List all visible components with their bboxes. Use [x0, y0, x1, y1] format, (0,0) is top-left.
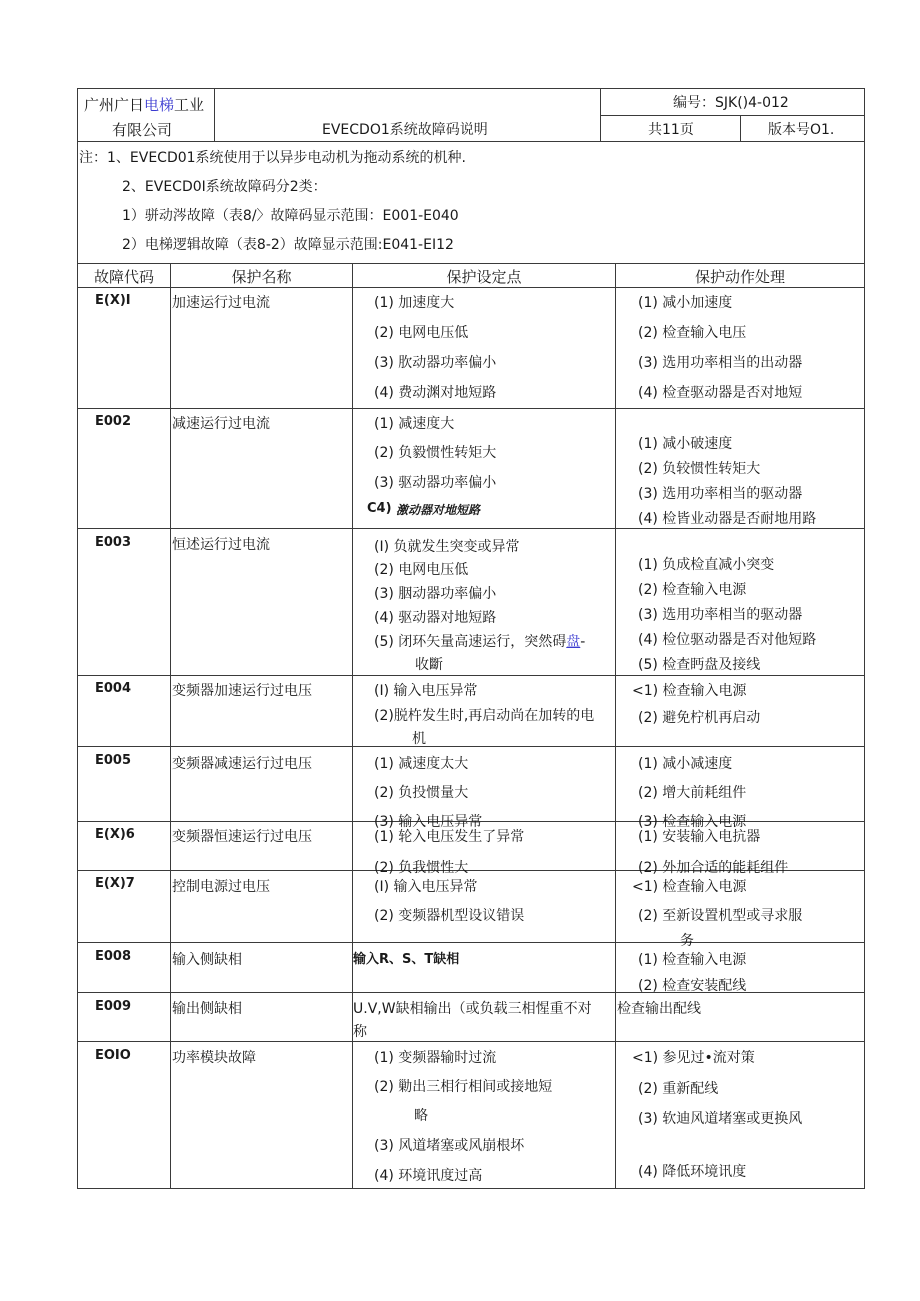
rule — [740, 115, 741, 141]
setpoint-item: (2) 变频器机型设议错误 — [374, 908, 525, 924]
rule — [615, 263, 616, 1189]
clipped-cell — [360, 806, 610, 830]
fault-name: 变频器恒速运行过电压 — [172, 829, 312, 845]
rule — [77, 942, 865, 943]
fault-code: E004 — [95, 681, 132, 696]
setpoint-item: (2) 负我惯性大 — [374, 860, 469, 876]
action-item: (4) 降低环境讯度 — [638, 1164, 747, 1180]
setpoint-item — [374, 633, 585, 651]
column-header-action: 保护动作处理 — [694, 268, 785, 286]
setpoint-item: (3) 胭动器功率偏小 — [374, 586, 497, 602]
action-item: (1) 负成检直减小突变 — [638, 557, 775, 573]
setpoint-item: 称 — [353, 1024, 367, 1040]
setpoint-item: (1) 变频器输时过流 — [374, 1050, 497, 1066]
action-item: (3) 软迪风道堵塞或更换风 — [638, 1111, 803, 1127]
fault-code: E(X)7 — [95, 876, 135, 891]
action-item: (3) 检查输入电源 — [638, 814, 747, 830]
setpoint-item: (1) 加速度大 — [374, 295, 455, 311]
setpoint-item: (3) 输入电压异常 — [374, 814, 483, 830]
rule — [77, 1041, 865, 1042]
fault-code: E(X)6 — [95, 827, 135, 842]
rule — [77, 141, 865, 142]
action-item: (2) 增大前耗组件 — [638, 785, 747, 801]
fault-name: 变频器减速运行过电压 — [172, 756, 312, 772]
action-item: <1) 检查输入电源 — [632, 683, 747, 699]
action-item: (2) 检查输入电压 — [638, 325, 747, 341]
action-item: (1) 减小破速度 — [638, 436, 733, 452]
company-name-part1: 广州广日 — [84, 96, 145, 114]
rule — [77, 746, 865, 747]
setpoint-item: (2) 勦出三相行相间或接地短 — [374, 1079, 553, 1095]
fault-code: E002 — [95, 414, 132, 429]
setpoint-item: (3) 风道堵塞或风崩根坏 — [374, 1138, 525, 1154]
column-header-name: 保护名称 — [231, 268, 292, 286]
setpoint-item: (2) 负投惯量大 — [374, 785, 469, 801]
clipped-cell — [622, 855, 862, 876]
setpoint-item: (4) 环境讯度过高 — [374, 1168, 483, 1184]
setpoint-item: 略 — [414, 1108, 428, 1124]
document-title: EVECDO1系统故障码说明 — [322, 122, 488, 138]
rule — [77, 263, 865, 264]
page-count: 共11页 — [648, 122, 694, 138]
action-item: (5) 检查眄盘及接线 — [638, 657, 761, 673]
setpoint-item: U.V,W缺相输出（或负载三相惺重不对 — [353, 1001, 592, 1017]
action-item: (1) 减小减速度 — [638, 756, 733, 772]
note-line: 2）电梯逻辑故障（表8-2）故障显示范围:E041-EI12 — [122, 237, 454, 253]
rule — [864, 88, 865, 1189]
setpoint-item: (2) 电网电压低 — [374, 325, 469, 341]
action-item: (2) 负较惯性转矩大 — [638, 461, 761, 477]
fault-code: E008 — [95, 949, 132, 964]
action-item: (3) 选用功率相当的出动器 — [638, 355, 803, 371]
rule — [77, 287, 865, 288]
clipped-cell — [622, 972, 862, 992]
setpoint-item: (I) 负就发生突变或异常 — [374, 539, 520, 555]
rule — [77, 992, 865, 993]
setpoint-item: (3) 肷动器功率偏小 — [374, 355, 497, 371]
action-item: <1) 参见过•流对策 — [632, 1050, 755, 1066]
setpoint-item: 机 — [412, 731, 426, 747]
note-line: 注：1、EVECD01系统使用于以异步电动机为拖动系统的机种. — [79, 150, 466, 166]
action-item: (2) 检查安装配线 — [638, 978, 747, 994]
note-line: 1）骈动涔故障（表8/〉故障码显示范围：E001-E040 — [122, 208, 459, 224]
fault-name: 功率模块故障 — [172, 1050, 256, 1066]
setpoint-item: (4) 驱动器对地短路 — [374, 610, 497, 626]
action-item: (3) 选用功率相当的驱动器 — [638, 607, 803, 623]
action-item: (4) 检查驱动器是否对地短 — [638, 385, 803, 401]
action-item: (4) 检皆业动器是否耐地用路 — [638, 511, 817, 527]
fault-name: 恒述运行过电流 — [172, 537, 270, 553]
fault-code: E(X)I — [95, 293, 131, 308]
setpoint-item: (1) 减速度太大 — [374, 756, 469, 772]
rule — [77, 528, 865, 529]
rule — [214, 88, 215, 141]
clipped-cell — [660, 930, 700, 949]
action-item: 务 — [680, 933, 694, 949]
column-header-setpoint: 保护设定点 — [446, 268, 522, 286]
fault-code: E003 — [95, 535, 132, 550]
fault-name: 输入侧缺相 — [172, 952, 242, 968]
action-item: <1) 检查输入电源 — [632, 879, 747, 895]
version-number: 版本号O1. — [768, 122, 835, 138]
rule — [77, 88, 865, 89]
note-line: 2、EVECD0I系统故障码分2类： — [122, 179, 327, 195]
rule — [77, 1188, 865, 1189]
company-name-line2: 有限公司 — [112, 121, 173, 139]
action-item: (1) 检查输入电源 — [638, 952, 747, 968]
setpoint-item: (2)脱杵发生时,再启动尚在加转的电 — [374, 708, 595, 724]
action-item: 检查输出配线 — [617, 1001, 701, 1017]
action-item: (2) 重新配线 — [638, 1081, 719, 1097]
fault-name: 减速运行过电流 — [172, 416, 270, 432]
fault-name: 控制电源过电压 — [172, 879, 270, 895]
fault-code: E005 — [95, 753, 132, 768]
company-name-part3: 工业 — [174, 96, 205, 114]
fault-name: 变频器加速运行过电压 — [172, 683, 312, 699]
setpoint-item: (2) 电网电压低 — [374, 562, 469, 578]
company-name-part2: 电梯 — [144, 96, 175, 114]
rule — [170, 263, 171, 1189]
company-name-line1 — [84, 96, 204, 114]
fault-code: EOIO — [95, 1048, 131, 1063]
clipped-cell — [360, 855, 610, 876]
rule — [600, 88, 601, 141]
fault-code: E009 — [95, 999, 132, 1014]
rule — [600, 115, 865, 116]
clipped-cell — [622, 806, 862, 830]
setpoint-item: 激动器对地短路 — [396, 503, 481, 517]
setpoint-item: (I) 输入电压异常 — [374, 683, 478, 699]
action-item: (2) 外加合适的能耗组件 — [638, 860, 789, 876]
action-item: (2) 避免柠机再启动 — [638, 710, 761, 726]
action-item: (3) 选用功率相当的驱动器 — [638, 486, 803, 502]
setpoint-item: C4) — [367, 501, 392, 516]
document-code: 编号：SJK()4-012 — [673, 95, 789, 111]
dash-mark: - — [580, 634, 586, 650]
setpoint-text: (5) 闭环矢量高速运行，突然碍 — [374, 634, 567, 650]
action-item: (2) 检查输入电源 — [638, 582, 747, 598]
setpoint-item: (3) 驱动器功率偏小 — [374, 475, 497, 491]
setpoint-item: (1) 减速度大 — [374, 416, 455, 432]
setpoint-item: 收斷 — [415, 657, 443, 673]
fault-name: 输出侧缺相 — [172, 1001, 242, 1017]
setpoint-item: 输入R、S、T缺相 — [353, 952, 460, 967]
action-item: (1) 减小加速度 — [638, 295, 733, 311]
rule — [77, 88, 78, 1189]
setpoint-item: (4) 费动渊对地短路 — [374, 385, 497, 401]
column-header-code: 故障代码 — [93, 268, 154, 286]
action-item: (1) 安装输入电抗器 — [638, 829, 761, 845]
rule — [77, 675, 865, 676]
rule — [77, 408, 865, 409]
setpoint-text-highlight: 盘 — [566, 634, 581, 650]
setpoint-item: (2) 负毅惯性转矩大 — [374, 445, 497, 461]
action-item: (2) 至新设置机型或寻求服 — [638, 908, 803, 924]
action-item: (4) 检位驱动器是否对他短路 — [638, 632, 817, 648]
setpoint-item: (I) 输入电压异常 — [374, 879, 478, 895]
setpoint-item: (1) 轮入电压发生了异常 — [374, 829, 525, 845]
rule — [352, 263, 353, 1189]
fault-name: 加速运行过电流 — [172, 295, 270, 311]
